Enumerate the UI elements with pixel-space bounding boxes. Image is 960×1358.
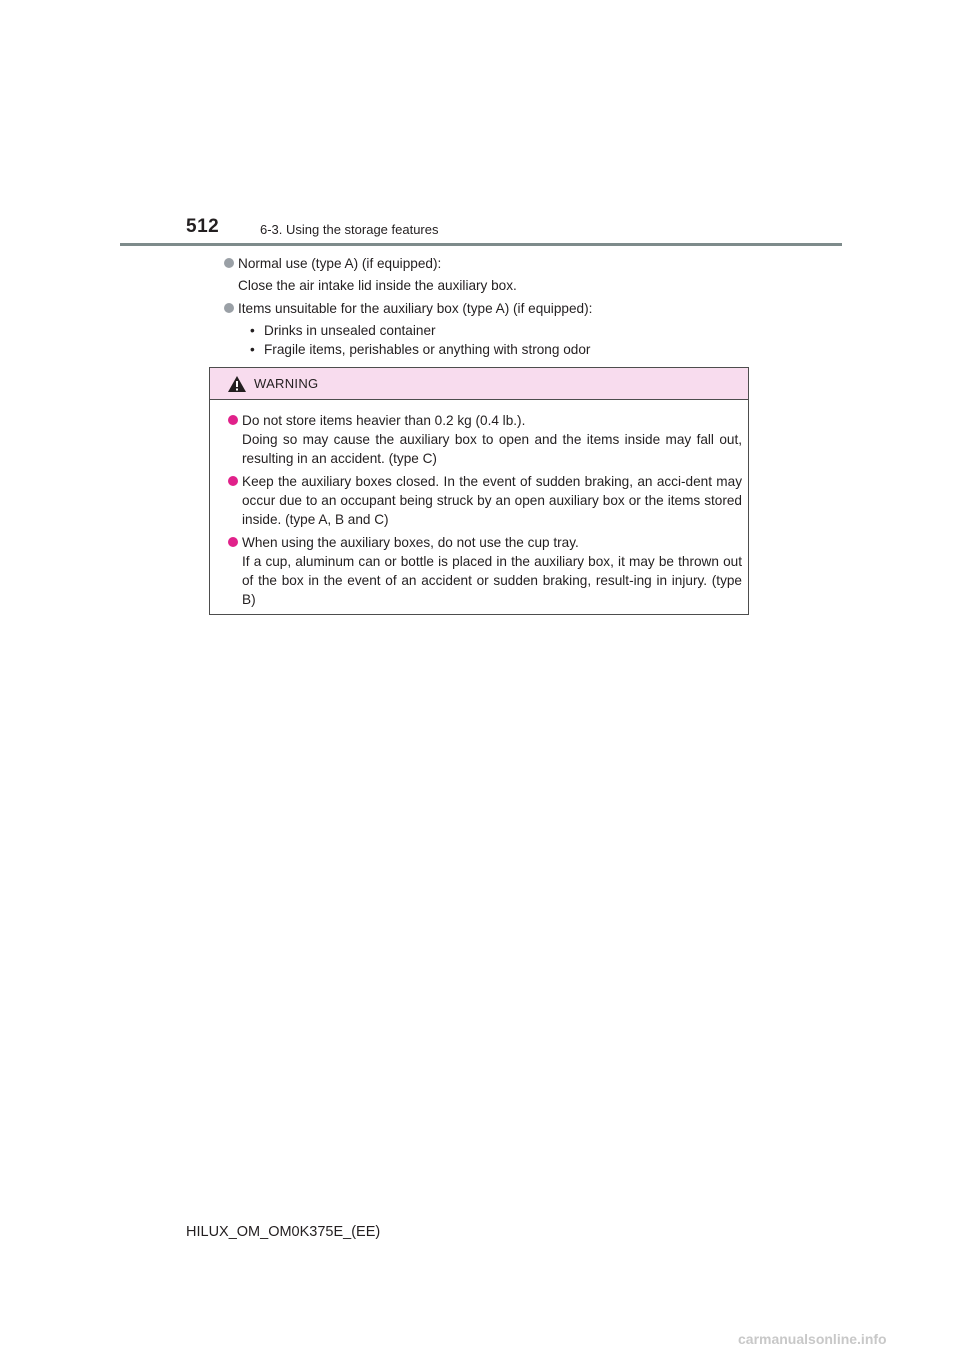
bullet-title: Items unsuitable for the auxiliary box (type A) (if equipped): — [238, 301, 593, 316]
list-item — [224, 254, 754, 295]
warning-item-rest: Doing so may cause the auxiliary box to open and the items inside may fall out, resulting in an accident. (type C) — [242, 432, 742, 466]
small-bullet-icon: • — [250, 323, 255, 338]
main-content — [224, 254, 754, 363]
bullet-title: Normal use (type A) (if equipped): — [238, 256, 442, 271]
header-rule — [120, 243, 842, 246]
sub-list — [238, 321, 754, 359]
warning-item-first: When using the auxiliary boxes, do not use the cup tray. — [242, 535, 579, 550]
page-header — [186, 216, 846, 246]
small-bullet-icon: • — [250, 342, 255, 357]
warning-box — [209, 367, 749, 615]
warning-item-first: Keep the auxiliary boxes closed. In the event of sudden braking, an acci-dent may occur due to an occupant being struck by an open auxiliary box or the items stored inside. (type A, B and C) — [242, 474, 742, 527]
warning-bullet-icon — [228, 415, 238, 425]
sub-list-item-text: Fragile items, perishables or anything with strong odor — [264, 342, 591, 357]
watermark: carmanualsonline.info — [738, 1331, 887, 1347]
bullet-dot-icon — [224, 258, 234, 268]
sub-list-item — [250, 321, 754, 340]
sub-list-item — [250, 340, 754, 359]
footer-code: HILUX_OM_OM0K375E_(EE) — [186, 1224, 381, 1240]
warning-header — [210, 368, 748, 400]
warning-triangle-icon — [227, 375, 247, 393]
list-item — [224, 299, 754, 359]
warning-item — [228, 472, 742, 529]
warning-title: WARNING — [254, 376, 319, 391]
warning-bullet-icon — [228, 537, 238, 547]
bullet-dot-icon — [224, 303, 234, 313]
sub-list-item-text: Drinks in unsealed container — [264, 323, 436, 338]
warning-bullet-icon — [228, 476, 238, 486]
page-number: 512 — [186, 216, 220, 237]
warning-item-first: Do not store items heavier than 0.2 kg (0.4 lb.). — [242, 413, 526, 428]
warning-body — [210, 400, 748, 609]
bullet-body: Close the air intake lid inside the auxiliary box. — [238, 278, 517, 293]
warning-item — [228, 411, 742, 468]
warning-item — [228, 533, 742, 609]
section-title: 6-3. Using the storage features — [260, 222, 439, 237]
warning-item-rest: If a cup, aluminum can or bottle is placed in the auxiliary box, it may be thrown out of the box in the event of an accident or sudden braking, result-ing in injury. (type B) — [242, 554, 742, 607]
